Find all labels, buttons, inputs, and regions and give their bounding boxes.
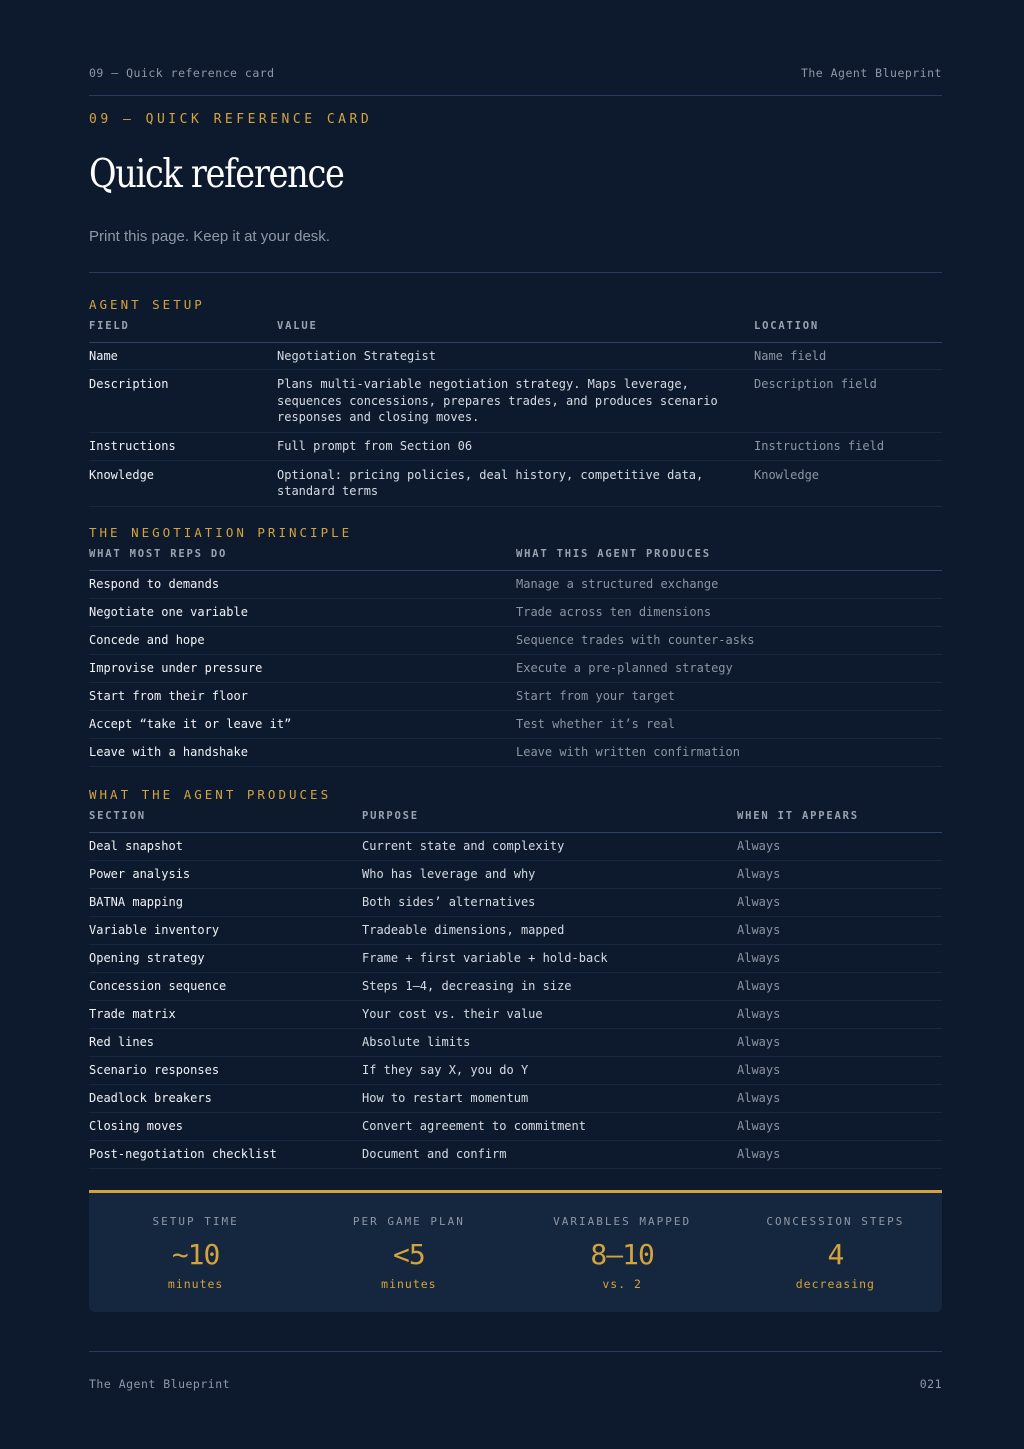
page [89,0,942,1449]
table-row [89,1029,942,1057]
header-divider [89,95,942,96]
table-row [89,343,942,370]
agent-cell: Test whether it’s real [516,711,942,739]
section-cell: Opening strategy [89,945,362,973]
agent-cell: Sequence trades with counter-asks [516,627,942,655]
agent-cell: Leave with written confirmation [516,739,942,767]
stat-label: CONCESSION STEPS [766,1215,905,1228]
location-cell: Name field [754,343,942,370]
agent-cell: Manage a structured exchange [516,571,942,599]
purpose-cell: Frame + first variable + hold-back [362,945,737,973]
when-cell: Always [737,1057,942,1085]
stats-panel [89,1190,942,1312]
column-header: VALUE [277,320,754,343]
stat-label: PER GAME PLAN [352,1215,465,1228]
agent-setup-section [89,298,942,507]
table-row [89,833,942,861]
page-number: 021 [919,1377,942,1391]
purpose-cell: If they say X, you do Y [362,1057,737,1085]
outputs-title: WHAT THE AGENT PRODUCES [89,787,332,802]
value-cell: Optional: pricing policies, deal history, competitive data, standard terms [277,460,754,506]
table-header-row [89,320,942,343]
table-row [89,370,942,433]
table-row [89,1141,942,1169]
purpose-cell: Convert agreement to commitment [362,1113,737,1141]
table-row [89,1085,942,1113]
stat-concession-steps [729,1193,942,1312]
purpose-cell: Steps 1–4, decreasing in size [362,973,737,1001]
value-cell: Negotiation Strategist [277,343,754,370]
when-cell: Always [737,917,942,945]
table-row [89,973,942,1001]
section-cell: Variable inventory [89,917,362,945]
table-row [89,889,942,917]
column-header: WHAT MOST REPS DO [89,548,516,571]
title-divider [89,272,942,273]
purpose-cell: Absolute limits [362,1029,737,1057]
running-header-left: 09 — Quick reference card [89,66,275,80]
section-cell: Post-negotiation checklist [89,1141,362,1169]
agent-cell: Trade across ten dimensions [516,599,942,627]
stat-label: VARIABLES MAPPED [553,1215,692,1228]
value-cell: Plans multi-variable negotiation strategy. Maps leverage, sequences concessions, prepares trades, and produces scenario responses and closing moves. [277,370,754,433]
purpose-cell: How to restart momentum [362,1085,737,1113]
table-header-row [89,548,942,571]
section-cell: BATNA mapping [89,889,362,917]
principle-title: THE NEGOTIATION PRINCIPLE [89,525,353,540]
section-kicker: 09 — QUICK REFERENCE CARD [89,112,373,127]
when-cell: Always [737,1029,942,1057]
table-row [89,460,942,506]
table-row [89,711,942,739]
table-row [89,861,942,889]
when-cell: Always [737,945,942,973]
column-header: LOCATION [754,320,942,343]
table-row [89,655,942,683]
when-cell: Always [737,833,942,861]
section-cell: Trade matrix [89,1001,362,1029]
stat-setup-time [89,1193,302,1312]
principle-table [89,548,942,767]
reps-cell: Start from their floor [89,683,516,711]
purpose-cell: Who has leverage and why [362,861,737,889]
when-cell: Always [737,1113,942,1141]
table-row [89,1113,942,1141]
stat-value: <5 [393,1238,425,1271]
table-header-row [89,810,942,833]
stat-unit: vs. 2 [602,1277,642,1291]
stat-value: ~10 [171,1238,220,1271]
table-row [89,627,942,655]
table-row [89,1057,942,1085]
table-row [89,917,942,945]
location-cell: Knowledge [754,460,942,506]
column-header: WHAT THIS AGENT PRODUCES [516,548,942,571]
page-title: Quick reference [89,152,344,197]
agent-cell: Start from your target [516,683,942,711]
section-cell: Deal snapshot [89,833,362,861]
agent-setup-title: AGENT SETUP [89,297,205,312]
field-cell: Knowledge [89,460,277,506]
page-footer [89,1377,942,1391]
table-row [89,432,942,460]
outputs-table [89,810,942,1169]
table-row [89,571,942,599]
value-cell: Full prompt from Section 06 [277,432,754,460]
column-header: SECTION [89,810,362,833]
section-cell: Power analysis [89,861,362,889]
table-row [89,945,942,973]
column-header: FIELD [89,320,277,343]
when-cell: Always [737,861,942,889]
purpose-cell: Both sides’ alternatives [362,889,737,917]
section-cell: Deadlock breakers [89,1085,362,1113]
table-row [89,1001,942,1029]
stat-value: 8–10 [590,1238,654,1271]
stat-value: 4 [827,1238,844,1271]
reps-cell: Improvise under pressure [89,655,516,683]
section-cell: Concession sequence [89,973,362,1001]
running-header-right: The Agent Blueprint [800,66,942,80]
footer-divider [89,1351,942,1352]
purpose-cell: Document and confirm [362,1141,737,1169]
reps-cell: Respond to demands [89,571,516,599]
stat-unit: minutes [381,1277,437,1291]
when-cell: Always [737,1001,942,1029]
section-cell: Closing moves [89,1113,362,1141]
reps-cell: Accept “take it or leave it” [89,711,516,739]
principle-section [89,526,942,767]
column-header: PURPOSE [362,810,737,833]
outputs-section [89,788,942,1169]
field-cell: Name [89,343,277,370]
when-cell: Always [737,973,942,1001]
page-subtitle: Print this page. Keep it at your desk. [89,228,330,245]
column-header: WHEN IT APPEARS [737,810,942,833]
section-cell: Red lines [89,1029,362,1057]
stat-unit: minutes [167,1277,224,1291]
table-row [89,599,942,627]
table-row [89,739,942,767]
stat-unit: decreasing [795,1277,875,1291]
reps-cell: Concede and hope [89,627,516,655]
footer-title: The Agent Blueprint [89,1377,231,1391]
stat-per-game-plan [302,1193,515,1312]
purpose-cell: Current state and complexity [362,833,737,861]
reps-cell: Leave with a handshake [89,739,516,767]
stat-label: SETUP TIME [152,1215,239,1228]
agent-cell: Execute a pre-planned strategy [516,655,942,683]
running-header [89,66,942,80]
location-cell: Description field [754,370,942,433]
stat-variables-mapped [516,1193,729,1312]
purpose-cell: Your cost vs. their value [362,1001,737,1029]
section-cell: Scenario responses [89,1057,362,1085]
reps-cell: Negotiate one variable [89,599,516,627]
when-cell: Always [737,1141,942,1169]
when-cell: Always [737,1085,942,1113]
agent-setup-table [89,320,942,507]
field-cell: Instructions [89,432,277,460]
table-row [89,683,942,711]
when-cell: Always [737,889,942,917]
location-cell: Instructions field [754,432,942,460]
purpose-cell: Tradeable dimensions, mapped [362,917,737,945]
field-cell: Description [89,370,277,433]
